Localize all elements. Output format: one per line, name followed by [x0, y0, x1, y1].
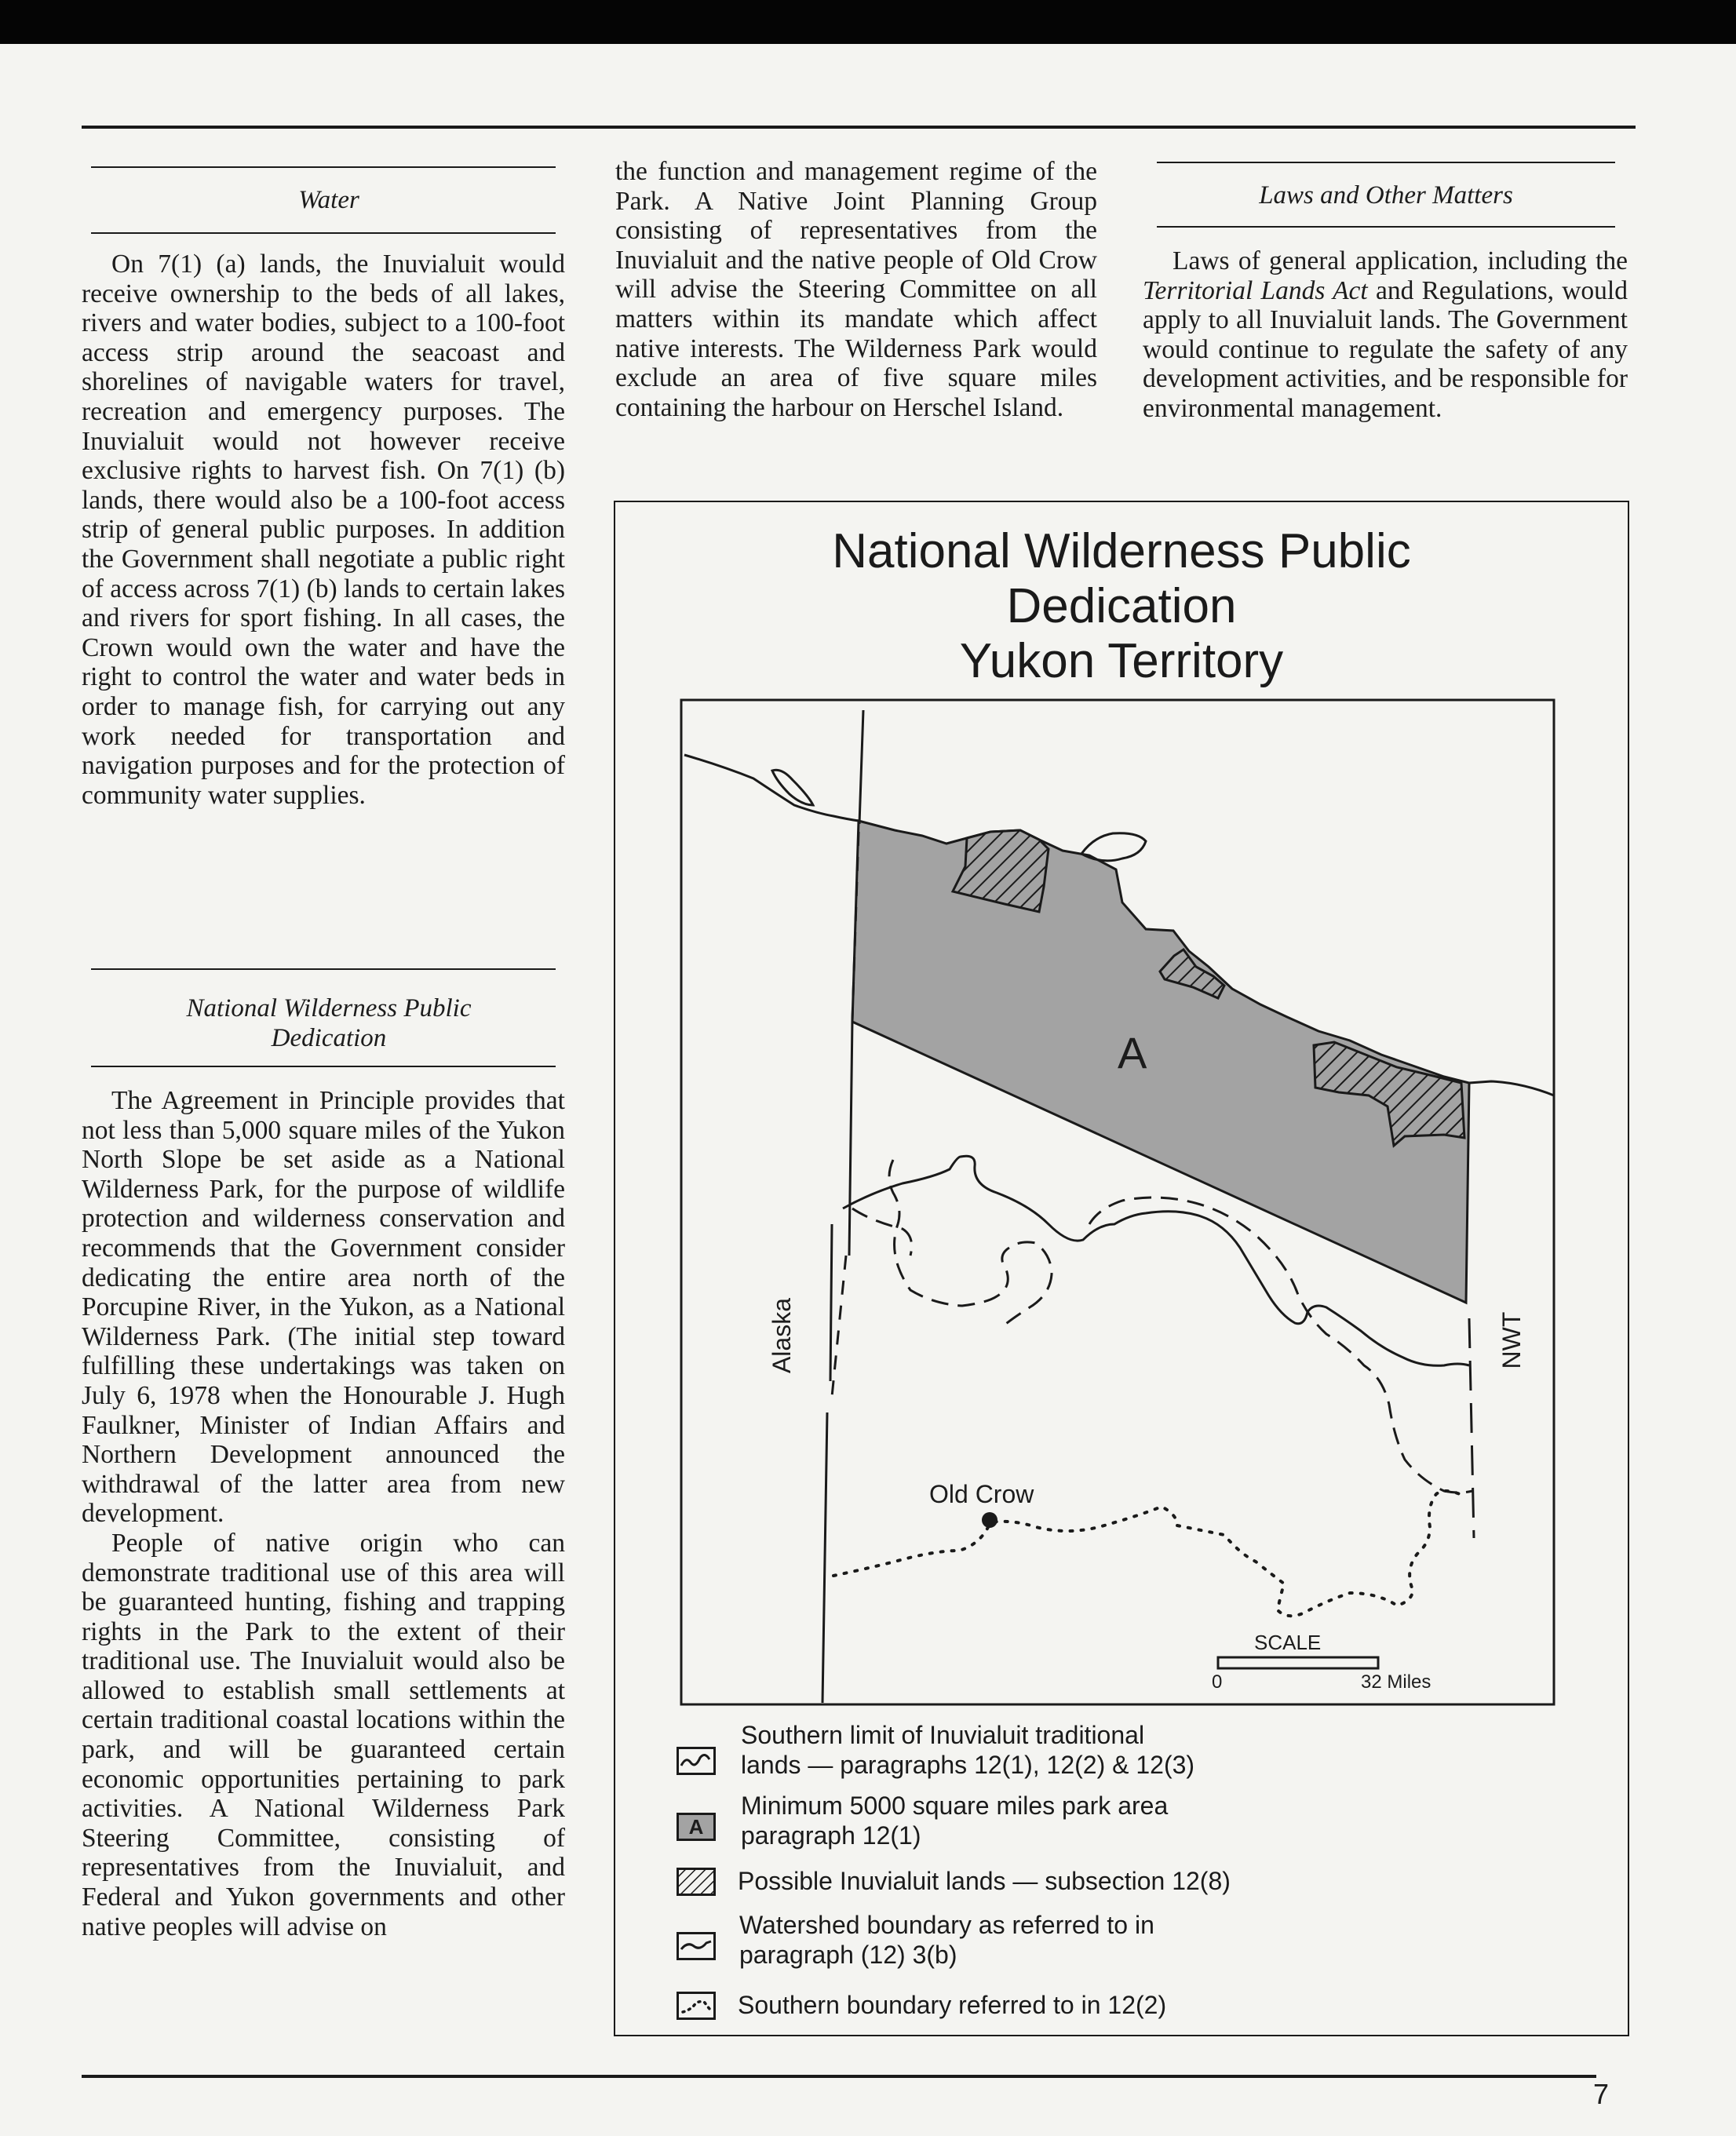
- legend-item-2-line1: Minimum 5000 square miles park area: [741, 1792, 1169, 1820]
- legend-item-southern-boundary: [738, 1990, 1166, 2020]
- dotted-line-icon: [677, 1992, 716, 2020]
- nwpd-heading-line2: Dedication: [271, 1024, 387, 1052]
- legend-item-watershed: [739, 1910, 1154, 1970]
- coastline: [684, 755, 859, 821]
- park-area-a-icon-letter: A: [688, 1815, 704, 1839]
- laws-text-end: and Regulations, would apply to all Inuvialuit lands. The Government would continue to regulate the safety of any development activities, and be responsible for environmental management.: [1143, 275, 1628, 423]
- coastal-lagoon: [772, 770, 813, 805]
- nwpd-paragraph-2: People of native origin who can demonstrate traditional use of this area will be guaranteed hunting, fishing and trapping rights in the Park to the extent of their traditional use. The Inuvialuit would also be allowed to establish small settlements at certain traditional coastal locations within the park, and will be guaranteed certain economic opportunities pertaining to park activities. A National Wilderness Park Steering Committee, consisting of representatives from the Inuvialuit, and Federal and Yukon governments and other native peoples will advise on: [82, 1528, 565, 1941]
- legend-item-3-line1: Possible Inuvialuit lands — subsection 12(8): [738, 1867, 1231, 1895]
- legend-item-1-line2: lands — paragraphs 12(1), 12(2) & 12(3): [741, 1751, 1195, 1779]
- laws-text-start: Laws of general application, including the: [1173, 246, 1628, 275]
- hatched-box-icon: [677, 1868, 716, 1896]
- map-scale-label: SCALE: [1254, 1631, 1322, 1654]
- alaska-border-dashed: [832, 832, 859, 1397]
- legend-item-park-area: [741, 1791, 1168, 1850]
- map-area-a-label: A: [1118, 1028, 1147, 1077]
- nwpd-paragraph-1: The Agreement in Principle provides that not less than 5,000 square miles of the Yukon North Slope be set aside as a National Wilderness Park, for the purpose of wildlife protection and wilderness conservation and recommends that the Government consider dedicating the entire area north of the Porcupine River, in the Yukon, as a National Wilderness Park. (The initial step toward fulfilling these undertakings was taken on July 6, 1978 when the Honourable J. Hugh Faulkner, Minister of Indian Affairs and Northern Development announced the withdrawal of the latter area from new development.: [82, 1086, 565, 1529]
- page-number: 7: [1593, 2078, 1610, 2110]
- map-label-old-crow: Old Crow: [929, 1480, 1034, 1508]
- water-paragraph: On 7(1) (a) lands, the Inuvialuit would receive ownership to the beds of all lakes, rivers and water bodies, subject to a 100-foot access strip around the seacoast and shorelines of navigable waters for travel, recreation and emergency purposes. The Inuvialuit would not however receive exclusive rights to harvest fish. On 7(1) (b) lands, there would also be a 100-foot access strip of general public purposes. In addition the Government shall negotiate a public right of access across 7(1) (b) lands to certain lakes and rivers for sport fishing. In all cases, the Crown would own the water and have the right to control the water and water beds in order to manage fish, for carrying out any work needed for transportation and navigation purposes and for the protection of community water supplies.: [82, 250, 565, 810]
- legend-item-4-line2: paragraph (12) 3(b): [739, 1941, 957, 1969]
- map-title-line3: Yukon Territory: [959, 634, 1284, 688]
- legend-item-5-line1: Southern boundary referred to in 12(2): [738, 1991, 1167, 2019]
- map-scale-end: 32 Miles: [1361, 1671, 1431, 1693]
- laws-act-name: Territorial Lands Act: [1143, 275, 1368, 305]
- laws-heading: Laws and Other Matters: [1259, 181, 1513, 210]
- nwt-border: [1469, 1318, 1474, 1538]
- southern-boundary-dotted: [833, 1491, 1460, 1616]
- map-scale-start: 0: [1212, 1671, 1223, 1693]
- map-label-alaska: Alaska: [768, 1297, 796, 1374]
- legend-item-4-line1: Watershed boundary as referred to in: [739, 1911, 1154, 1939]
- legend-item-possible-lands: [738, 1866, 1231, 1896]
- watershed-boundary-west: [852, 1208, 912, 1256]
- coastline-east: [1469, 1081, 1554, 1095]
- legend-item-2-line2: paragraph 12(1): [741, 1821, 921, 1850]
- old-crow-marker: [982, 1512, 997, 1528]
- park-area-a-icon: [677, 1813, 716, 1841]
- map-label-nwt: NWT: [1497, 1311, 1526, 1369]
- map-title-line1: National Wilderness Public: [832, 524, 1411, 578]
- nwpd-heading-line1: National Wilderness Public: [186, 994, 472, 1022]
- water-heading: Water: [298, 186, 359, 214]
- wavy-line-icon: [677, 1747, 716, 1775]
- map-title-line2: Dedication: [1006, 579, 1237, 633]
- middle-paragraph: the function and management regime of the Park. A Native Joint Planning Group consisting of representatives from the Inuvialuit and the native people of Old Crow will advise the Steering Committee on all matters within its mandate which affect native interests. The Wilderness Park would exclude an area of five square miles containing the harbour on Herschel Island.: [615, 157, 1097, 422]
- footer-rule: [82, 2075, 1596, 2078]
- watershed-line-icon: [677, 1932, 716, 1960]
- legend-item-southern-limit: [741, 1720, 1194, 1780]
- scale-bar: [1218, 1657, 1378, 1668]
- legend-item-1-line1: Southern limit of Inuvialuit traditional: [741, 1721, 1145, 1749]
